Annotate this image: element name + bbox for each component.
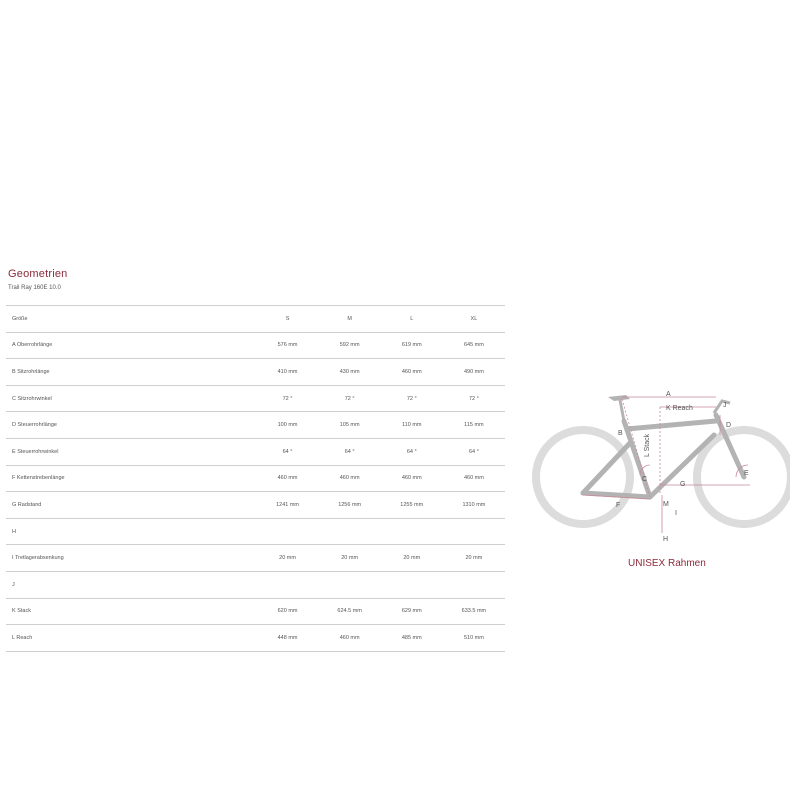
handlebar: [714, 401, 730, 413]
diagram-label-c: C: [642, 476, 648, 483]
cell-value: 105 mm: [319, 412, 381, 439]
table-row: [6, 438, 505, 465]
cell-value: 64 °: [381, 438, 443, 465]
cell-value: 619 mm: [381, 332, 443, 359]
row-label: E Steuerrohrwinkel: [6, 438, 257, 465]
row-label: I Tretlagerabsenkung: [6, 545, 257, 572]
model-subtitle: Trail Ray 160E 10.0: [8, 285, 61, 291]
cell-value: 576 mm: [257, 332, 319, 359]
cell-value: 629 mm: [381, 598, 443, 625]
cell-value: 1310 mm: [443, 492, 505, 519]
cell-value: 20 mm: [257, 545, 319, 572]
table-row: [6, 359, 505, 386]
cell-value: 410 mm: [257, 359, 319, 386]
geometry-title: Geometrien: [8, 268, 68, 280]
row-label: J: [6, 571, 257, 598]
cell-value: 460 mm: [319, 625, 381, 652]
wheel-rear: [536, 430, 630, 524]
empty-cell: [257, 518, 506, 545]
row-label: D Steuerrohrlänge: [6, 412, 257, 439]
diagram-label-reach: K Reach: [666, 405, 693, 412]
empty-cell: [257, 571, 506, 598]
cell-value: 20 mm: [443, 545, 505, 572]
diagram-label-e: E: [744, 470, 749, 477]
diagram-label-m: M: [663, 501, 669, 508]
table-row: [6, 625, 505, 652]
cell-value: 72 °: [319, 385, 381, 412]
cell-value: 1255 mm: [381, 492, 443, 519]
cell-value: 64 °: [443, 438, 505, 465]
row-label: L Reach: [6, 625, 257, 652]
size-header-s: S: [257, 306, 319, 333]
table-row: [6, 332, 505, 359]
cell-value: 624.5 mm: [319, 598, 381, 625]
cell-value: 72 °: [443, 385, 505, 412]
row-label: A Oberrohrlänge: [6, 332, 257, 359]
cell-value: 645 mm: [443, 332, 505, 359]
cell-value: 1256 mm: [319, 492, 381, 519]
row-label: K Stack: [6, 598, 257, 625]
table-header-row: [6, 306, 505, 333]
diagram-label-b: B: [618, 430, 623, 437]
cell-value: 64 °: [257, 438, 319, 465]
diagram-label-g: G: [680, 481, 686, 488]
size-header-xl: XL: [443, 306, 505, 333]
cell-value: 72 °: [381, 385, 443, 412]
table-row: [6, 518, 505, 545]
cell-value: 1241 mm: [257, 492, 319, 519]
size-header-label: Größe: [6, 306, 257, 333]
diagram-label-a: A: [666, 391, 671, 398]
cell-value: 110 mm: [381, 412, 443, 439]
table-row: [6, 385, 505, 412]
saddle: [608, 395, 630, 421]
cell-value: 115 mm: [443, 412, 505, 439]
cell-value: 430 mm: [319, 359, 381, 386]
row-label: F Kettenstrebenlänge: [6, 465, 257, 492]
cell-value: 460 mm: [257, 465, 319, 492]
cell-value: 72 °: [257, 385, 319, 412]
cell-value: 20 mm: [319, 545, 381, 572]
table-row: [6, 465, 505, 492]
cell-value: 620 mm: [257, 598, 319, 625]
row-label: H: [6, 518, 257, 545]
row-label: B Sitzrohrlänge: [6, 359, 257, 386]
table-row: [6, 492, 505, 519]
frame-caption: UNISEX Rahmen: [628, 558, 706, 569]
cell-value: 448 mm: [257, 625, 319, 652]
diagram-label-d: D: [726, 422, 732, 429]
diagram-label-j: J: [723, 402, 727, 409]
cell-value: 460 mm: [319, 465, 381, 492]
cell-value: 460 mm: [443, 465, 505, 492]
cell-value: 20 mm: [381, 545, 443, 572]
cell-value: 510 mm: [443, 625, 505, 652]
cell-value: 592 mm: [319, 332, 381, 359]
cell-value: 460 mm: [381, 465, 443, 492]
table-row: [6, 412, 505, 439]
size-header-m: M: [319, 306, 381, 333]
cell-value: 490 mm: [443, 359, 505, 386]
table-row: [6, 598, 505, 625]
cell-value: 64 °: [319, 438, 381, 465]
cell-value: 460 mm: [381, 359, 443, 386]
geometry-table: [6, 305, 505, 652]
diagram-label-i: I: [675, 510, 677, 517]
cell-value: 633.5 mm: [443, 598, 505, 625]
size-header-l: L: [381, 306, 443, 333]
row-label: G Radstand: [6, 492, 257, 519]
diagram-label-h: H: [663, 536, 669, 543]
diagram-label-stack: L Stack: [644, 433, 651, 457]
diagram-label-f: F: [616, 502, 621, 509]
row-label: C Sitzrohrwinkel: [6, 385, 257, 412]
cell-value: 100 mm: [257, 412, 319, 439]
table-row: [6, 571, 505, 598]
bike-geometry-diagram: [530, 385, 790, 545]
table-row: [6, 545, 505, 572]
cell-value: 485 mm: [381, 625, 443, 652]
